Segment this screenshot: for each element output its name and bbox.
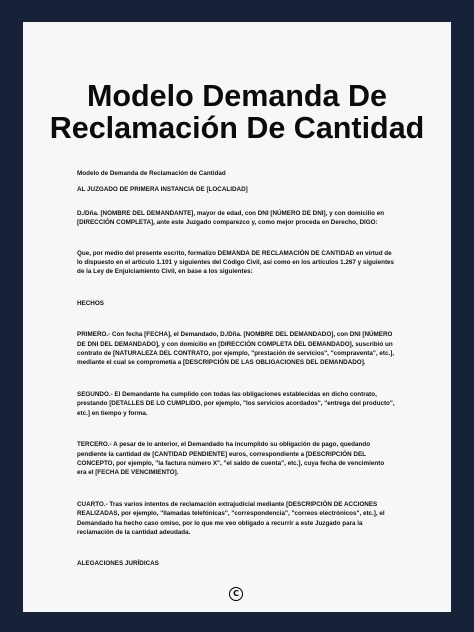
fact-third: TERCERO.- A pesar de lo anterior, el Demandado ha incumplido su obligación de pago, quedando pendiente la cantidad de [CANTIDAD PENDIENTE] euros, correspondiente a [DESCRIPCIÓN DEL CONCEPTO, por ejemplo, "la factura número X", "el saldo de cuenta", etc.], cuya fecha de vencimiento era el [FECHA DE VENCIMIENTO]. <box>77 441 385 477</box>
document-subtitle: Modelo de Demanda de Reclamación de Cantidad <box>77 170 226 177</box>
claim-paragraph: Que, por medio del presente escrito, formalizo DEMANDA DE RECLAMACIÓN DE CANTIDAD en virtud de lo dispuesto en el artículo 1.101 y siguientes del Código Civil, así como en los artículos 1.267 y siguientes de la Ley de Enjuiciamiento Civil, en base a los siguientes: <box>77 249 395 276</box>
plaintiff-paragraph: D./Dña. [NOMBRE DEL DEMANDANTE], mayor de edad, con DNI [NÚMERO DE DNI], y con domicilio en [DIRECCIÓN COMPLETA], ante este Juzgado comparezco y, como mejor proceda en Derecho, DIGO: <box>77 209 385 227</box>
document-body <box>77 169 395 569</box>
title-line-2: Reclamación De Cantidad <box>49 111 425 145</box>
fact-fourth: CUARTO.- Tras varios intentos de reclamación extrajudicial mediante [DESCRIPCIÓN DE ACCIONES REALIZADAS, por ejemplo, "llamadas telefónicas", "correspondencia", "correos electrónicos", etc.], el Demandado ha hecho caso omiso, por lo que me veo obligado a recurrir a este Juzgado para la reclamación de la cantidad adeudada. <box>77 500 385 536</box>
legal-heading: ALEGACIONES JURÍDICAS <box>77 560 159 568</box>
document-page <box>23 22 451 612</box>
copyright-letter: C <box>233 589 239 598</box>
document-title <box>23 80 451 144</box>
fact-first: PRIMERO.- Con fecha [FECHA], el Demandado, D./Dña. [NOMBRE DEL DEMANDADO], con DNI [NÚMERO DE DNI DEL DEMANDADO], y con domicilio en [DIRECCIÓN COMPLETA DEL DEMANDADO], suscribió un contrato de [NATURALEZA DEL CONTRATO, por ejemplo, "prestación de servicios", "compraventa", etc.], mediante el cual se comprometía a [DESCRIPCIÓN DE LAS OBLIGACIONES DEL DEMANDADO]. <box>77 331 395 367</box>
copyright-icon <box>229 587 243 601</box>
fact-second: SEGUNDO.- El Demandante ha cumplido con todas las obligaciones establecidas en dicho contrato, prestando [DETALLES DE LO CUMPLIDO, por ejemplo, "los servicios acordados", "entrega del producto", etc.] en tiempo y forma. <box>77 390 395 417</box>
title-line-1: Modelo Demanda De <box>87 79 387 113</box>
court-heading: AL JUZGADO DE PRIMERA INSTANCIA DE [LOCALIDAD] <box>77 186 248 194</box>
facts-heading: HECHOS <box>77 299 104 307</box>
